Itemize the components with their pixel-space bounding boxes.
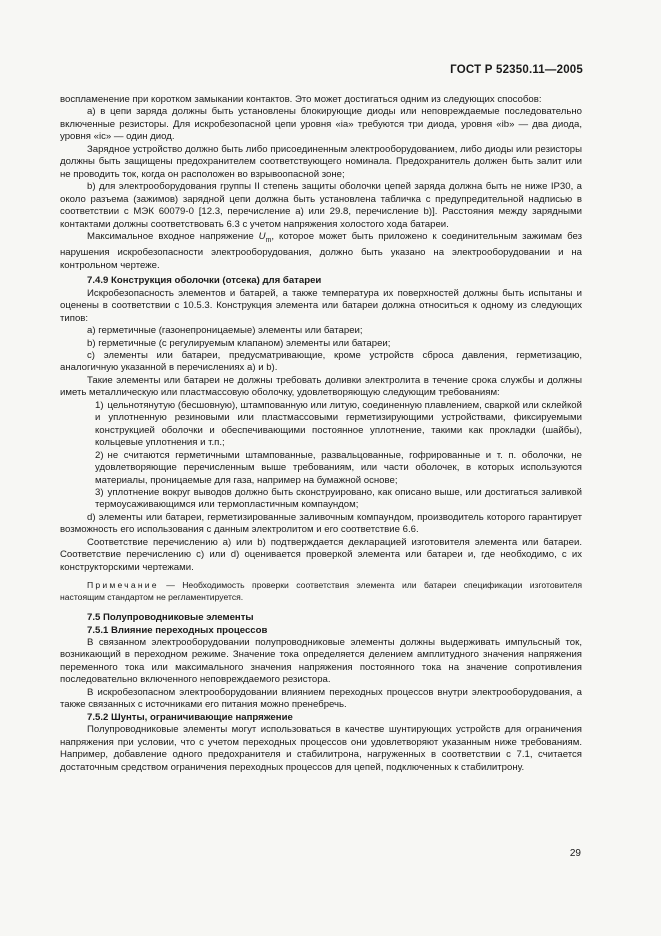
document-body <box>60 94 582 774</box>
paragraph-max-voltage <box>60 231 582 272</box>
paragraph: Зарядное устройство должно быть либо присоединенным электрооборудованием, либо диоды или резисторы должны быть защищены предохранителем соответствующего номинала. Предохранитель должен быть залит или не проводить ток, когда он расположен во взрывоопасной зоне; <box>60 143 582 180</box>
list-item-a: а) в цепи заряда должны быть установлены блокирующие диоды или неповреждаемые последовательно включенные резисторы. Для искробезопасной цепи уровня «ia» требуются три диода, уровня «ib» — два диода, уровня «ic» — один диод. <box>60 106 582 143</box>
sublist-item-1: 1) цельнотянутую (бесшовную), штампованную или литую, соединенную плавлением, сваркой или склейкой и уплотненную резиновыми или пластмассовыми герметизирующими устройствами, фиксируемыми конструкцией оболочки и обеспечивающими постоянное уплотнение, такими как прокладки (шайбы), кольцевые уплотнения и т.п.; <box>95 399 582 449</box>
section-heading-7-5: 7.5 Полупроводниковые элементы <box>87 612 254 624</box>
paragraph: воспламенение при коротком замыкании контактов. Это может достигаться одним из следующих способов: <box>60 94 542 105</box>
list-item-a: а) герметичные (газонепроницаемые) элементы или батареи; <box>87 325 363 337</box>
paragraph: Такие элементы или батареи не должны требовать доливки электролита в течение срока службы и должны иметь металлическую или пластмассовую оболочку, удовлетворяющую следующим требованиям: <box>60 374 582 399</box>
list-item-b: b) для электрооборудования группы II степень защиты оболочки цепей заряда должна быть не ниже IP30, а около разъема (зажимов) зарядной цепи должна быть установлена табличка с предупредительной надписью в соответствии с МЭК 60079-0 [12.3, перечисление а) или 29.8, перечисление b)]. Расстояния между зарядными контактами должны соответствовать 6.3 с учетом напряжения холостого хода батареи. <box>60 181 582 230</box>
sublist-item-2: 2) не считаются герметичными штампованные, развальцованные, гофрированные и т. п. оболочки, не удовлетворяющие перечисленным выше требованиям, или части оболочек, в которых используются материалы, проницаемые для газа, например на бумажной основе; <box>95 449 582 486</box>
note <box>60 580 582 603</box>
page-number: 29 <box>569 848 581 859</box>
paragraph: Полупроводниковые элементы могут использоваться в качестве шунтирующих устройств для ограничения напряжения при условии, что с учетом переходных процессов они удовлетворяют указанным ниже требованиям. Например, добавление одного предохранителя и стабилитрона, нагруженных в соответствии с 7.1, считается достаточным средством ограничения переходных процессов для цепей, подключенных к стабилитрону. <box>60 724 582 773</box>
section-heading-7-4-9: 7.4.9 Конструкция оболочки (отсека) для батареи <box>87 275 322 287</box>
voltage-symbol: U <box>258 230 266 242</box>
note-text: — Необходимость проверки соответствия элемента или батареи спецификации изготовителя настоящим стандартом не регламентируется. <box>60 580 582 602</box>
paragraph: В искробезопасном электрооборудовании влиянием переходных процессов внутри электрооборудования, а также связанных с источниками его питания можно пренебречь. <box>60 686 582 711</box>
note-label: Примечание <box>87 580 159 591</box>
paragraph: Соответствие перечислению а) или b) подтверждается декларацией изготовителя элемента или батареи. Соответствие перечислению с) или d) оценивается проверкой элемента или батареи и, где необходимо, с их конструкторскими чертежами. <box>60 536 582 573</box>
list-item-c: с) элементы или батареи, предусматривающие, кроме устройств сброса давления, герметизацию, аналогичную указанной в перечислениях а) и b). <box>60 349 582 374</box>
section-heading-7-5-2: 7.5.2 Шунты, ограничивающие напряжение <box>87 711 293 723</box>
list-item-d: d) элементы или батареи, герметизированные заливочным компаундом, производитель которого гарантирует возможность его использования с данным электролитом и его соответствие 6.6. <box>60 511 582 536</box>
paragraph: В связанном электрооборудовании полупроводниковые элементы должны выдерживать импульсный ток, возникающий в переходном режиме. Значение тока определяется делением амплитудного значения напряжения переменного тока или максимального значения напряжения постоянного тока на значение сопротивления последовательно включенного неповреждаемого резистора. <box>60 637 582 686</box>
max-voltage-text: Максимальное входное напряжение $U_m$, которое может быть приложено к соединительным зажимам без нарушения искробезопасности электрооборудования, должно быть указано на электрооборудовании и на контрольном чертеже. <box>60 230 582 271</box>
sublist-item-3: 3) уплотнение вокруг выводов должно быть сконструировано, как описано выше, или достигаться заливкой термоусаживающимся или термопластичным компаундом; <box>95 486 582 511</box>
list-item-b: b) герметичные (с регулируемым клапаном) элементы или батареи; <box>87 337 391 349</box>
voltage-subscript: m <box>265 236 272 244</box>
paragraph: Искробезопасность элементов и батарей, а также температура их поверхностей должны быть испытаны и оценены в соответствии с 10.5.3. Конструкция элемента или батареи должна относиться к одному из следующих типов: <box>60 287 582 324</box>
section-heading-7-5-1: 7.5.1 Влияние переходных процессов <box>87 624 268 636</box>
standard-header: ГОСТ Р 52350.11—2005 <box>450 64 583 76</box>
